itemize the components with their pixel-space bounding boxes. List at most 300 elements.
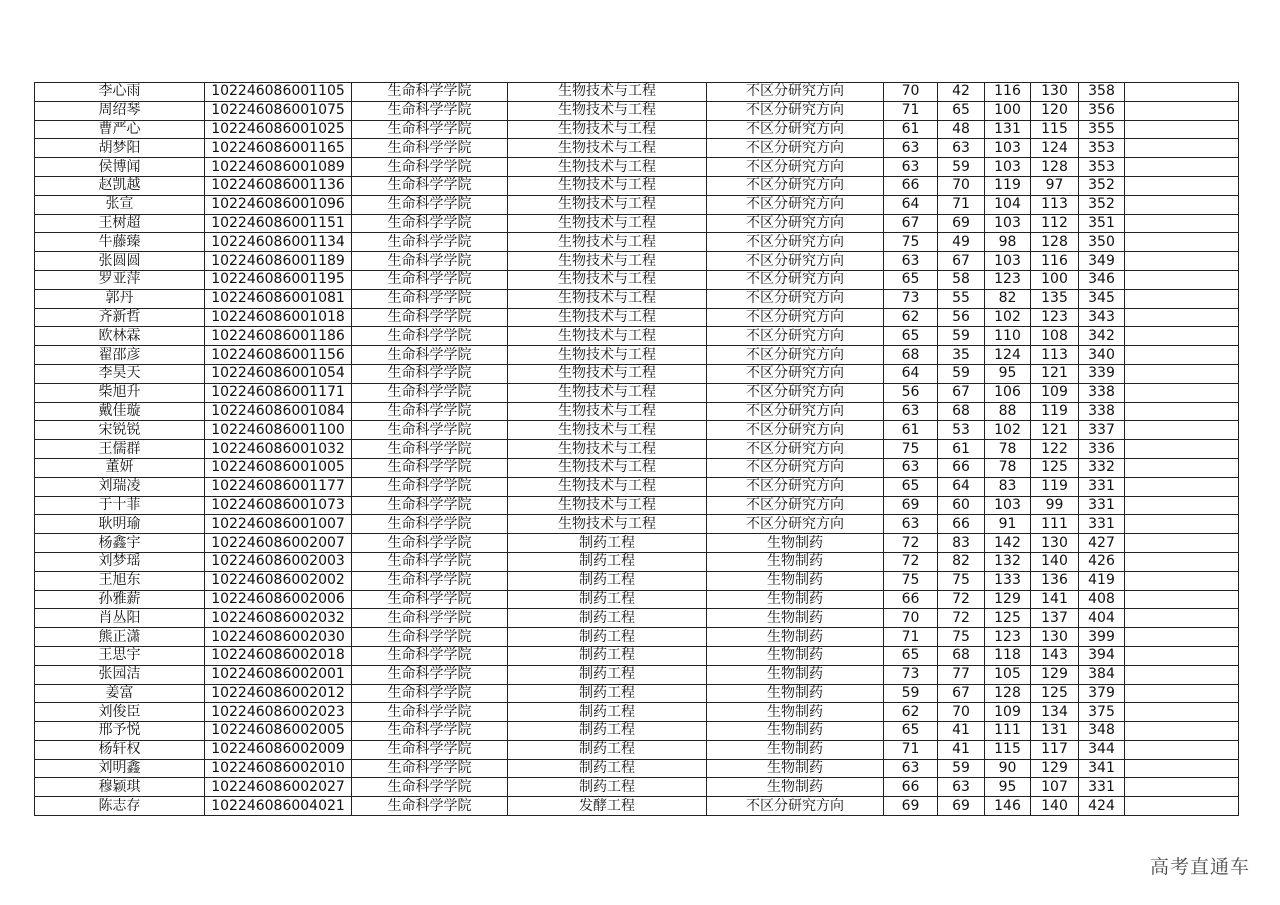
name-cell: 侯博闻 <box>35 158 205 177</box>
subject2-score-cell: 113 <box>1031 346 1079 365</box>
college-cell: 生命科学学院 <box>352 270 508 289</box>
direction-cell: 不区分研究方向 <box>707 214 884 233</box>
table-row <box>35 496 1239 515</box>
politics-score-cell: 61 <box>884 421 938 440</box>
politics-score-cell: 67 <box>884 214 938 233</box>
total-score-cell: 331 <box>1079 477 1125 496</box>
direction-cell: 不区分研究方向 <box>707 233 884 252</box>
remark-cell <box>1125 496 1239 515</box>
subject1-score-cell: 82 <box>985 289 1031 308</box>
table-row <box>35 195 1239 214</box>
english-score-cell: 65 <box>938 101 985 120</box>
major-cell: 生物技术与工程 <box>508 158 707 177</box>
subject1-score-cell: 104 <box>985 195 1031 214</box>
watermark-text: 高考直通车 <box>1149 856 1250 878</box>
direction-cell: 不区分研究方向 <box>707 440 884 459</box>
name-cell: 王旭东 <box>35 571 205 590</box>
subject1-score-cell: 111 <box>985 722 1031 741</box>
table-row <box>35 628 1239 647</box>
name-cell: 刘梦瑶 <box>35 552 205 571</box>
total-score-cell: 340 <box>1079 346 1125 365</box>
subject2-score-cell: 121 <box>1031 421 1079 440</box>
subject1-score-cell: 90 <box>985 759 1031 778</box>
english-score-cell: 59 <box>938 364 985 383</box>
remark-cell <box>1125 158 1239 177</box>
direction-cell: 不区分研究方向 <box>707 458 884 477</box>
table-row <box>35 252 1239 271</box>
name-cell: 罗亚萍 <box>35 270 205 289</box>
exam-id-cell: 102246086001195 <box>205 270 352 289</box>
total-score-cell: 352 <box>1079 176 1125 195</box>
subject1-score-cell: 98 <box>985 233 1031 252</box>
major-cell: 生物技术与工程 <box>508 101 707 120</box>
major-cell: 生物技术与工程 <box>508 120 707 139</box>
major-cell: 制药工程 <box>508 609 707 628</box>
college-cell: 生命科学学院 <box>352 158 508 177</box>
english-score-cell: 68 <box>938 646 985 665</box>
name-cell: 刘明鑫 <box>35 759 205 778</box>
english-score-cell: 67 <box>938 383 985 402</box>
subject1-score-cell: 103 <box>985 158 1031 177</box>
subject1-score-cell: 106 <box>985 383 1031 402</box>
name-cell: 胡梦阳 <box>35 139 205 158</box>
subject1-score-cell: 116 <box>985 83 1031 102</box>
name-cell: 耿明瑜 <box>35 515 205 534</box>
subject1-score-cell: 133 <box>985 571 1031 590</box>
remark-cell <box>1125 684 1239 703</box>
subject1-score-cell: 131 <box>985 120 1031 139</box>
direction-cell: 不区分研究方向 <box>707 83 884 102</box>
remark-cell <box>1125 552 1239 571</box>
remark-cell <box>1125 214 1239 233</box>
remark-cell <box>1125 609 1239 628</box>
table-row <box>35 552 1239 571</box>
exam-id-cell: 102246086001018 <box>205 308 352 327</box>
total-score-cell: 341 <box>1079 759 1125 778</box>
subject2-score-cell: 125 <box>1031 684 1079 703</box>
subject1-score-cell: 129 <box>985 590 1031 609</box>
subject2-score-cell: 128 <box>1031 233 1079 252</box>
remark-cell <box>1125 665 1239 684</box>
politics-score-cell: 63 <box>884 402 938 421</box>
total-score-cell: 384 <box>1079 665 1125 684</box>
college-cell: 生命科学学院 <box>352 346 508 365</box>
college-cell: 生命科学学院 <box>352 778 508 797</box>
subject1-score-cell: 103 <box>985 139 1031 158</box>
subject2-score-cell: 128 <box>1031 158 1079 177</box>
college-cell: 生命科学学院 <box>352 402 508 421</box>
direction-cell: 不区分研究方向 <box>707 364 884 383</box>
subject1-score-cell: 102 <box>985 308 1031 327</box>
college-cell: 生命科学学院 <box>352 176 508 195</box>
college-cell: 生命科学学院 <box>352 759 508 778</box>
direction-cell: 生物制药 <box>707 778 884 797</box>
total-score-cell: 353 <box>1079 158 1125 177</box>
name-cell: 刘瑞凌 <box>35 477 205 496</box>
name-cell: 王思宇 <box>35 646 205 665</box>
english-score-cell: 53 <box>938 421 985 440</box>
english-score-cell: 66 <box>938 458 985 477</box>
total-score-cell: 338 <box>1079 383 1125 402</box>
subject2-score-cell: 116 <box>1031 252 1079 271</box>
direction-cell: 不区分研究方向 <box>707 308 884 327</box>
english-score-cell: 60 <box>938 496 985 515</box>
subject1-score-cell: 110 <box>985 327 1031 346</box>
subject2-score-cell: 125 <box>1031 458 1079 477</box>
college-cell: 生命科学学院 <box>352 646 508 665</box>
english-score-cell: 59 <box>938 327 985 346</box>
direction-cell: 生物制药 <box>707 759 884 778</box>
remark-cell <box>1125 571 1239 590</box>
major-cell: 生物技术与工程 <box>508 383 707 402</box>
name-cell: 姜富 <box>35 684 205 703</box>
politics-score-cell: 62 <box>884 308 938 327</box>
subject2-score-cell: 134 <box>1031 703 1079 722</box>
english-score-cell: 59 <box>938 158 985 177</box>
english-score-cell: 42 <box>938 83 985 102</box>
subject2-score-cell: 123 <box>1031 308 1079 327</box>
name-cell: 柴旭升 <box>35 383 205 402</box>
exam-id-cell: 102246086001165 <box>205 139 352 158</box>
major-cell: 生物技术与工程 <box>508 195 707 214</box>
major-cell: 制药工程 <box>508 778 707 797</box>
table-row <box>35 421 1239 440</box>
exam-id-cell: 102246086002002 <box>205 571 352 590</box>
total-score-cell: 344 <box>1079 740 1125 759</box>
remark-cell <box>1125 270 1239 289</box>
name-cell: 熊正潇 <box>35 628 205 647</box>
college-cell: 生命科学学院 <box>352 364 508 383</box>
english-score-cell: 75 <box>938 571 985 590</box>
remark-cell <box>1125 646 1239 665</box>
subject2-score-cell: 129 <box>1031 759 1079 778</box>
exam-id-cell: 102246086002003 <box>205 552 352 571</box>
english-score-cell: 63 <box>938 778 985 797</box>
politics-score-cell: 73 <box>884 289 938 308</box>
remark-cell <box>1125 139 1239 158</box>
subject2-score-cell: 124 <box>1031 139 1079 158</box>
college-cell: 生命科学学院 <box>352 609 508 628</box>
major-cell: 制药工程 <box>508 571 707 590</box>
english-score-cell: 69 <box>938 214 985 233</box>
table-row <box>35 346 1239 365</box>
politics-score-cell: 75 <box>884 440 938 459</box>
direction-cell: 不区分研究方向 <box>707 383 884 402</box>
college-cell: 生命科学学院 <box>352 684 508 703</box>
exam-id-cell: 102246086001151 <box>205 214 352 233</box>
name-cell: 张宣 <box>35 195 205 214</box>
table-row <box>35 214 1239 233</box>
remark-cell <box>1125 440 1239 459</box>
direction-cell: 不区分研究方向 <box>707 327 884 346</box>
direction-cell: 生物制药 <box>707 646 884 665</box>
exam-id-cell: 102246086001096 <box>205 195 352 214</box>
major-cell: 生物技术与工程 <box>508 252 707 271</box>
direction-cell: 生物制药 <box>707 703 884 722</box>
subject2-score-cell: 112 <box>1031 214 1079 233</box>
english-score-cell: 48 <box>938 120 985 139</box>
table-row <box>35 458 1239 477</box>
english-score-cell: 41 <box>938 722 985 741</box>
exam-id-cell: 102246086001005 <box>205 458 352 477</box>
direction-cell: 生物制药 <box>707 534 884 553</box>
college-cell: 生命科学学院 <box>352 703 508 722</box>
exam-id-cell: 102246086001007 <box>205 515 352 534</box>
total-score-cell: 419 <box>1079 571 1125 590</box>
remark-cell <box>1125 101 1239 120</box>
remark-cell <box>1125 308 1239 327</box>
table-row <box>35 703 1239 722</box>
english-score-cell: 64 <box>938 477 985 496</box>
subject1-score-cell: 146 <box>985 797 1031 816</box>
exam-id-cell: 102246086001075 <box>205 101 352 120</box>
exam-id-cell: 102246086001105 <box>205 83 352 102</box>
remark-cell <box>1125 402 1239 421</box>
exam-id-cell: 102246086002007 <box>205 534 352 553</box>
total-score-cell: 352 <box>1079 195 1125 214</box>
politics-score-cell: 65 <box>884 722 938 741</box>
subject2-score-cell: 97 <box>1031 176 1079 195</box>
major-cell: 制药工程 <box>508 722 707 741</box>
remark-cell <box>1125 346 1239 365</box>
remark-cell <box>1125 797 1239 816</box>
direction-cell: 不区分研究方向 <box>707 515 884 534</box>
major-cell: 生物技术与工程 <box>508 308 707 327</box>
table-row <box>35 797 1239 816</box>
subject2-score-cell: 141 <box>1031 590 1079 609</box>
subject1-score-cell: 103 <box>985 252 1031 271</box>
politics-score-cell: 61 <box>884 120 938 139</box>
college-cell: 生命科学学院 <box>352 83 508 102</box>
table-row <box>35 327 1239 346</box>
direction-cell: 不区分研究方向 <box>707 797 884 816</box>
politics-score-cell: 70 <box>884 83 938 102</box>
college-cell: 生命科学学院 <box>352 327 508 346</box>
name-cell: 董妍 <box>35 458 205 477</box>
remark-cell <box>1125 534 1239 553</box>
subject2-score-cell: 130 <box>1031 534 1079 553</box>
total-score-cell: 332 <box>1079 458 1125 477</box>
table-row <box>35 590 1239 609</box>
major-cell: 生物技术与工程 <box>508 289 707 308</box>
subject1-score-cell: 124 <box>985 346 1031 365</box>
total-score-cell: 358 <box>1079 83 1125 102</box>
politics-score-cell: 68 <box>884 346 938 365</box>
politics-score-cell: 66 <box>884 778 938 797</box>
direction-cell: 不区分研究方向 <box>707 421 884 440</box>
politics-score-cell: 56 <box>884 383 938 402</box>
major-cell: 制药工程 <box>508 590 707 609</box>
remark-cell <box>1125 327 1239 346</box>
english-score-cell: 70 <box>938 176 985 195</box>
politics-score-cell: 59 <box>884 684 938 703</box>
exam-id-cell: 102246086001032 <box>205 440 352 459</box>
politics-score-cell: 70 <box>884 609 938 628</box>
exam-id-cell: 102246086002001 <box>205 665 352 684</box>
remark-cell <box>1125 421 1239 440</box>
name-cell: 欧林霖 <box>35 327 205 346</box>
college-cell: 生命科学学院 <box>352 120 508 139</box>
english-score-cell: 71 <box>938 195 985 214</box>
subject1-score-cell: 119 <box>985 176 1031 195</box>
direction-cell: 不区分研究方向 <box>707 101 884 120</box>
table-row <box>35 176 1239 195</box>
table-row <box>35 289 1239 308</box>
exam-id-cell: 102246086002023 <box>205 703 352 722</box>
politics-score-cell: 75 <box>884 233 938 252</box>
exam-id-cell: 102246086002010 <box>205 759 352 778</box>
college-cell: 生命科学学院 <box>352 252 508 271</box>
major-cell: 生物技术与工程 <box>508 515 707 534</box>
college-cell: 生命科学学院 <box>352 628 508 647</box>
remark-cell <box>1125 83 1239 102</box>
exam-id-cell: 102246086001081 <box>205 289 352 308</box>
name-cell: 穆颖琪 <box>35 778 205 797</box>
college-cell: 生命科学学院 <box>352 233 508 252</box>
name-cell: 于十菲 <box>35 496 205 515</box>
college-cell: 生命科学学院 <box>352 552 508 571</box>
major-cell: 生物技术与工程 <box>508 327 707 346</box>
college-cell: 生命科学学院 <box>352 571 508 590</box>
table-row <box>35 534 1239 553</box>
table-row <box>35 101 1239 120</box>
subject1-score-cell: 102 <box>985 421 1031 440</box>
exam-id-cell: 102246086002005 <box>205 722 352 741</box>
table-row <box>35 571 1239 590</box>
english-score-cell: 67 <box>938 252 985 271</box>
exam-id-cell: 102246086001084 <box>205 402 352 421</box>
name-cell: 邢予悦 <box>35 722 205 741</box>
direction-cell: 生物制药 <box>707 590 884 609</box>
subject1-score-cell: 88 <box>985 402 1031 421</box>
direction-cell: 生物制药 <box>707 722 884 741</box>
major-cell: 制药工程 <box>508 628 707 647</box>
subject2-score-cell: 119 <box>1031 477 1079 496</box>
table-row <box>35 515 1239 534</box>
name-cell: 郭丹 <box>35 289 205 308</box>
name-cell: 翟邵彦 <box>35 346 205 365</box>
major-cell: 生物技术与工程 <box>508 83 707 102</box>
exam-id-cell: 102246086001134 <box>205 233 352 252</box>
direction-cell: 生物制药 <box>707 740 884 759</box>
remark-cell <box>1125 458 1239 477</box>
exam-id-cell: 102246086002032 <box>205 609 352 628</box>
english-score-cell: 56 <box>938 308 985 327</box>
subject2-score-cell: 111 <box>1031 515 1079 534</box>
politics-score-cell: 65 <box>884 477 938 496</box>
english-score-cell: 41 <box>938 740 985 759</box>
english-score-cell: 67 <box>938 684 985 703</box>
exam-id-cell: 102246086001171 <box>205 383 352 402</box>
table-row <box>35 308 1239 327</box>
major-cell: 发酵工程 <box>508 797 707 816</box>
table-row <box>35 120 1239 139</box>
subject2-score-cell: 107 <box>1031 778 1079 797</box>
table-row <box>35 477 1239 496</box>
subject2-score-cell: 100 <box>1031 270 1079 289</box>
college-cell: 生命科学学院 <box>352 101 508 120</box>
college-cell: 生命科学学院 <box>352 477 508 496</box>
politics-score-cell: 63 <box>884 515 938 534</box>
subject2-score-cell: 113 <box>1031 195 1079 214</box>
college-cell: 生命科学学院 <box>352 139 508 158</box>
subject2-score-cell: 129 <box>1031 665 1079 684</box>
exam-id-cell: 102246086002030 <box>205 628 352 647</box>
exam-id-cell: 102246086001073 <box>205 496 352 515</box>
direction-cell: 生物制药 <box>707 609 884 628</box>
table-row <box>35 722 1239 741</box>
english-score-cell: 68 <box>938 402 985 421</box>
exam-id-cell: 102246086001054 <box>205 364 352 383</box>
name-cell: 牛藤臻 <box>35 233 205 252</box>
subject2-score-cell: 143 <box>1031 646 1079 665</box>
major-cell: 生物技术与工程 <box>508 402 707 421</box>
english-score-cell: 58 <box>938 270 985 289</box>
english-score-cell: 49 <box>938 233 985 252</box>
subject1-score-cell: 123 <box>985 270 1031 289</box>
total-score-cell: 345 <box>1079 289 1125 308</box>
subject1-score-cell: 103 <box>985 496 1031 515</box>
direction-cell: 不区分研究方向 <box>707 289 884 308</box>
subject2-score-cell: 109 <box>1031 383 1079 402</box>
subject2-score-cell: 130 <box>1031 83 1079 102</box>
direction-cell: 不区分研究方向 <box>707 195 884 214</box>
total-score-cell: 379 <box>1079 684 1125 703</box>
name-cell: 杨轩权 <box>35 740 205 759</box>
remark-cell <box>1125 252 1239 271</box>
direction-cell: 不区分研究方向 <box>707 346 884 365</box>
politics-score-cell: 63 <box>884 252 938 271</box>
english-score-cell: 69 <box>938 797 985 816</box>
remark-cell <box>1125 477 1239 496</box>
college-cell: 生命科学学院 <box>352 534 508 553</box>
subject2-score-cell: 120 <box>1031 101 1079 120</box>
subject1-score-cell: 142 <box>985 534 1031 553</box>
direction-cell: 不区分研究方向 <box>707 139 884 158</box>
remark-cell <box>1125 778 1239 797</box>
subject2-score-cell: 135 <box>1031 289 1079 308</box>
direction-cell: 生物制药 <box>707 571 884 590</box>
subject1-score-cell: 78 <box>985 440 1031 459</box>
table-row <box>35 759 1239 778</box>
politics-score-cell: 69 <box>884 797 938 816</box>
remark-cell <box>1125 364 1239 383</box>
remark-cell <box>1125 628 1239 647</box>
subject1-score-cell: 95 <box>985 778 1031 797</box>
remark-cell <box>1125 383 1239 402</box>
college-cell: 生命科学学院 <box>352 214 508 233</box>
subject2-score-cell: 122 <box>1031 440 1079 459</box>
subject1-score-cell: 95 <box>985 364 1031 383</box>
total-score-cell: 339 <box>1079 364 1125 383</box>
english-score-cell: 61 <box>938 440 985 459</box>
table-row <box>35 684 1239 703</box>
name-cell: 刘俊臣 <box>35 703 205 722</box>
table-row <box>35 440 1239 459</box>
major-cell: 制药工程 <box>508 646 707 665</box>
politics-score-cell: 66 <box>884 590 938 609</box>
name-cell: 孙雅薪 <box>35 590 205 609</box>
total-score-cell: 343 <box>1079 308 1125 327</box>
politics-score-cell: 63 <box>884 759 938 778</box>
college-cell: 生命科学学院 <box>352 665 508 684</box>
politics-score-cell: 69 <box>884 496 938 515</box>
total-score-cell: 349 <box>1079 252 1125 271</box>
subject2-score-cell: 140 <box>1031 552 1079 571</box>
english-score-cell: 77 <box>938 665 985 684</box>
name-cell: 肖丛阳 <box>35 609 205 628</box>
name-cell: 张园洁 <box>35 665 205 684</box>
